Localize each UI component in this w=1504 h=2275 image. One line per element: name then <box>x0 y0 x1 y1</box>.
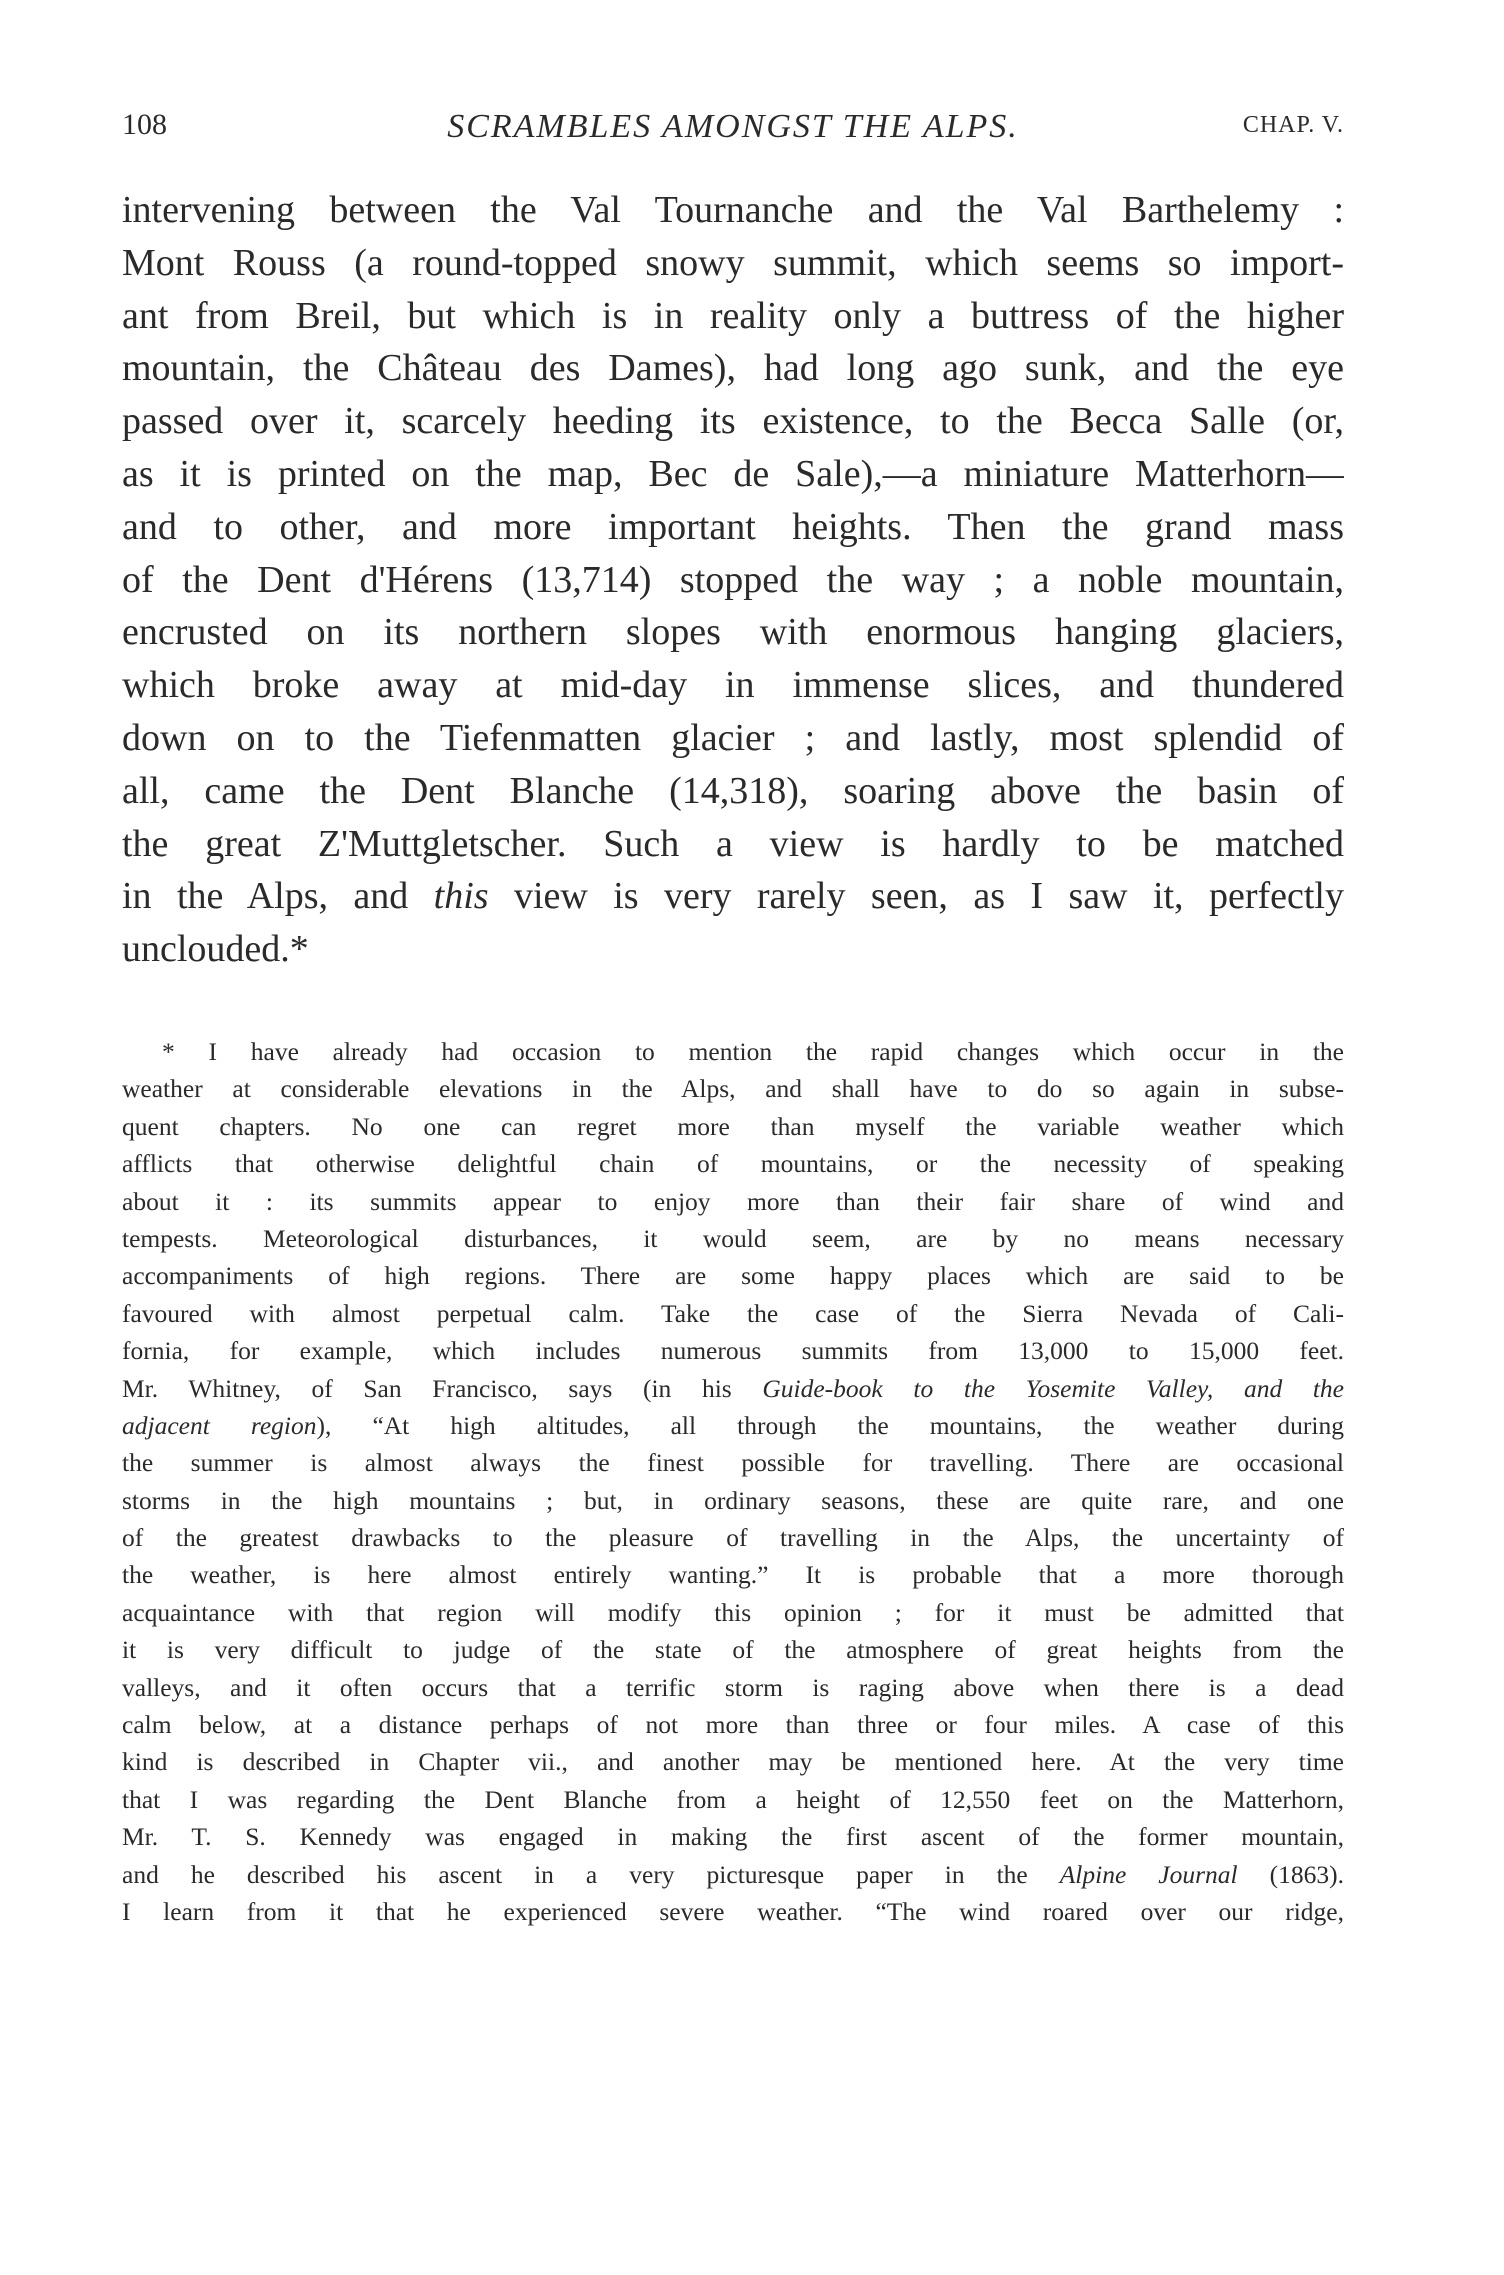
italic-text: Alpine Journal <box>1059 1859 1238 1889</box>
footnote-line <box>122 1407 1344 1444</box>
footnote-line: valleys, and it often occurs that a terrific storm is raging above when there is a dead <box>122 1672 1344 1702</box>
footnote-line: acquaintance with that region will modify this opinion ; for it must be admitted that <box>122 1597 1344 1627</box>
footnote-line: Mr. T. S. Kennedy was engaged in making the first ascent of the former mountain, <box>122 1822 1344 1852</box>
footnote-line: afflicts that otherwise delightful chain of mountains, or the necessity of speaking <box>122 1149 1344 1179</box>
text-line: all, came the Dent Blanche (14,318), soaring above the basin of <box>122 769 1344 812</box>
footnote-line: I learn from it that he experienced severe weather. “The wind roared over our ridge, <box>122 1896 1344 1926</box>
footnote-line: about it : its summits appear to enjoy more than their fair share of wind and <box>122 1186 1344 1216</box>
footnote-line: that I was regarding the Dent Blanche from a height of 12,550 feet on the Matterhorn, <box>122 1784 1344 1814</box>
text-line: passed over it, scarcely heeding its existence, to the Becca Salle (or, <box>122 400 1344 443</box>
text-line <box>122 870 1344 923</box>
text-line: of the Dent d'Hérens (13,714) stopped the way ; a noble mountain, <box>122 558 1344 601</box>
footnote-line <box>122 1856 1344 1893</box>
italic-text: this <box>433 875 489 918</box>
text-line: the great Z'Muttgletscher. Such a view is hardly to be matched <box>122 822 1344 865</box>
text-line: mountain, the Château des Dames), had long ago sunk, and the eye <box>122 347 1344 390</box>
italic-text: adjacent region <box>122 1410 317 1440</box>
page-number: 108 <box>122 108 167 141</box>
text-line: encrusted on its northern slopes with enormous hanging glaciers, <box>122 611 1344 654</box>
text-run: (1863). <box>1237 1859 1344 1889</box>
footnote-line: weather at considerable elevations in the Alps, and shall have to do so again in subse- <box>122 1074 1344 1104</box>
text-line: as it is printed on the map, Bec de Sale),—a miniature Matterhorn— <box>122 452 1344 495</box>
chapter-label: CHAP. V. <box>1242 112 1344 138</box>
text-run: view is very rarely seen, as I saw it, perfectly <box>488 875 1344 918</box>
footnote-line: * I have already had occasion to mention the rapid changes which occur in the <box>162 1037 1344 1066</box>
footnote-line: kind is described in Chapter vii., and another may be mentioned here. At the very time <box>122 1747 1344 1777</box>
text-line: Mont Rouss (a round-topped snowy summit, which seems so import- <box>122 241 1344 284</box>
text-line: down on to the Tiefenmatten glacier ; and lastly, most splendid of <box>122 716 1344 759</box>
text-line: intervening between the Val Tournanche and the Val Barthelemy : <box>122 189 1344 231</box>
text-line: ant from Breil, but which is in reality only a buttress of the higher <box>122 294 1344 337</box>
text-line: which broke away at mid-day in immense slices, and thundered <box>122 664 1344 707</box>
footnote <box>122 1033 1344 1930</box>
italic-text: Guide-book to the Yosemite Valley, and the <box>762 1373 1344 1403</box>
text-line: and to other, and more important heights. Then the grand mass <box>122 505 1344 548</box>
footnote-line: calm below, at a distance perhaps of not more than three or four miles. A case of this <box>122 1710 1344 1740</box>
text-run: Mr. Whitney, of San Francisco, says (in his <box>122 1373 763 1403</box>
text-run: in the Alps, and <box>122 875 434 918</box>
footnote-line: quent chapters. No one can regret more than myself the variable weather which <box>122 1111 1344 1141</box>
running-header <box>122 108 1344 152</box>
text-run: and he described his ascent in a very picturesque paper in the <box>122 1859 1060 1889</box>
footnote-line: the weather, is here almost entirely wanting.” It is probable that a more thorough <box>122 1560 1344 1590</box>
running-title: SCRAMBLES AMONGST THE ALPS. <box>447 108 1019 145</box>
footnote-line: tempests. Meteorological disturbances, it would seem, are by no means necessary <box>122 1223 1344 1253</box>
text-line: unclouded.* <box>122 928 309 971</box>
footnote-line: the summer is almost always the finest possible for travelling. There are occasional <box>122 1448 1344 1478</box>
footnote-line: it is very difficult to judge of the state of the atmosphere of great heights from the <box>122 1635 1344 1665</box>
footnote-line: storms in the high mountains ; but, in ordinary seasons, these are quite rare, and one <box>122 1485 1344 1515</box>
text-run: ), “At high altitudes, all through the mountains, the weather during <box>316 1410 1344 1440</box>
main-text <box>122 184 1344 976</box>
footnote-line: fornia, for example, which includes numerous summits from 13,000 to 15,000 feet. <box>122 1336 1344 1366</box>
footnote-line: of the greatest drawbacks to the pleasure of travelling in the Alps, the uncertainty of <box>122 1523 1344 1553</box>
footnote-line <box>122 1370 1344 1407</box>
footnote-line: favoured with almost perpetual calm. Take the case of the Sierra Nevada of Cali- <box>122 1298 1344 1328</box>
footnote-line: accompaniments of high regions. There are some happy places which are said to be <box>122 1261 1344 1291</box>
